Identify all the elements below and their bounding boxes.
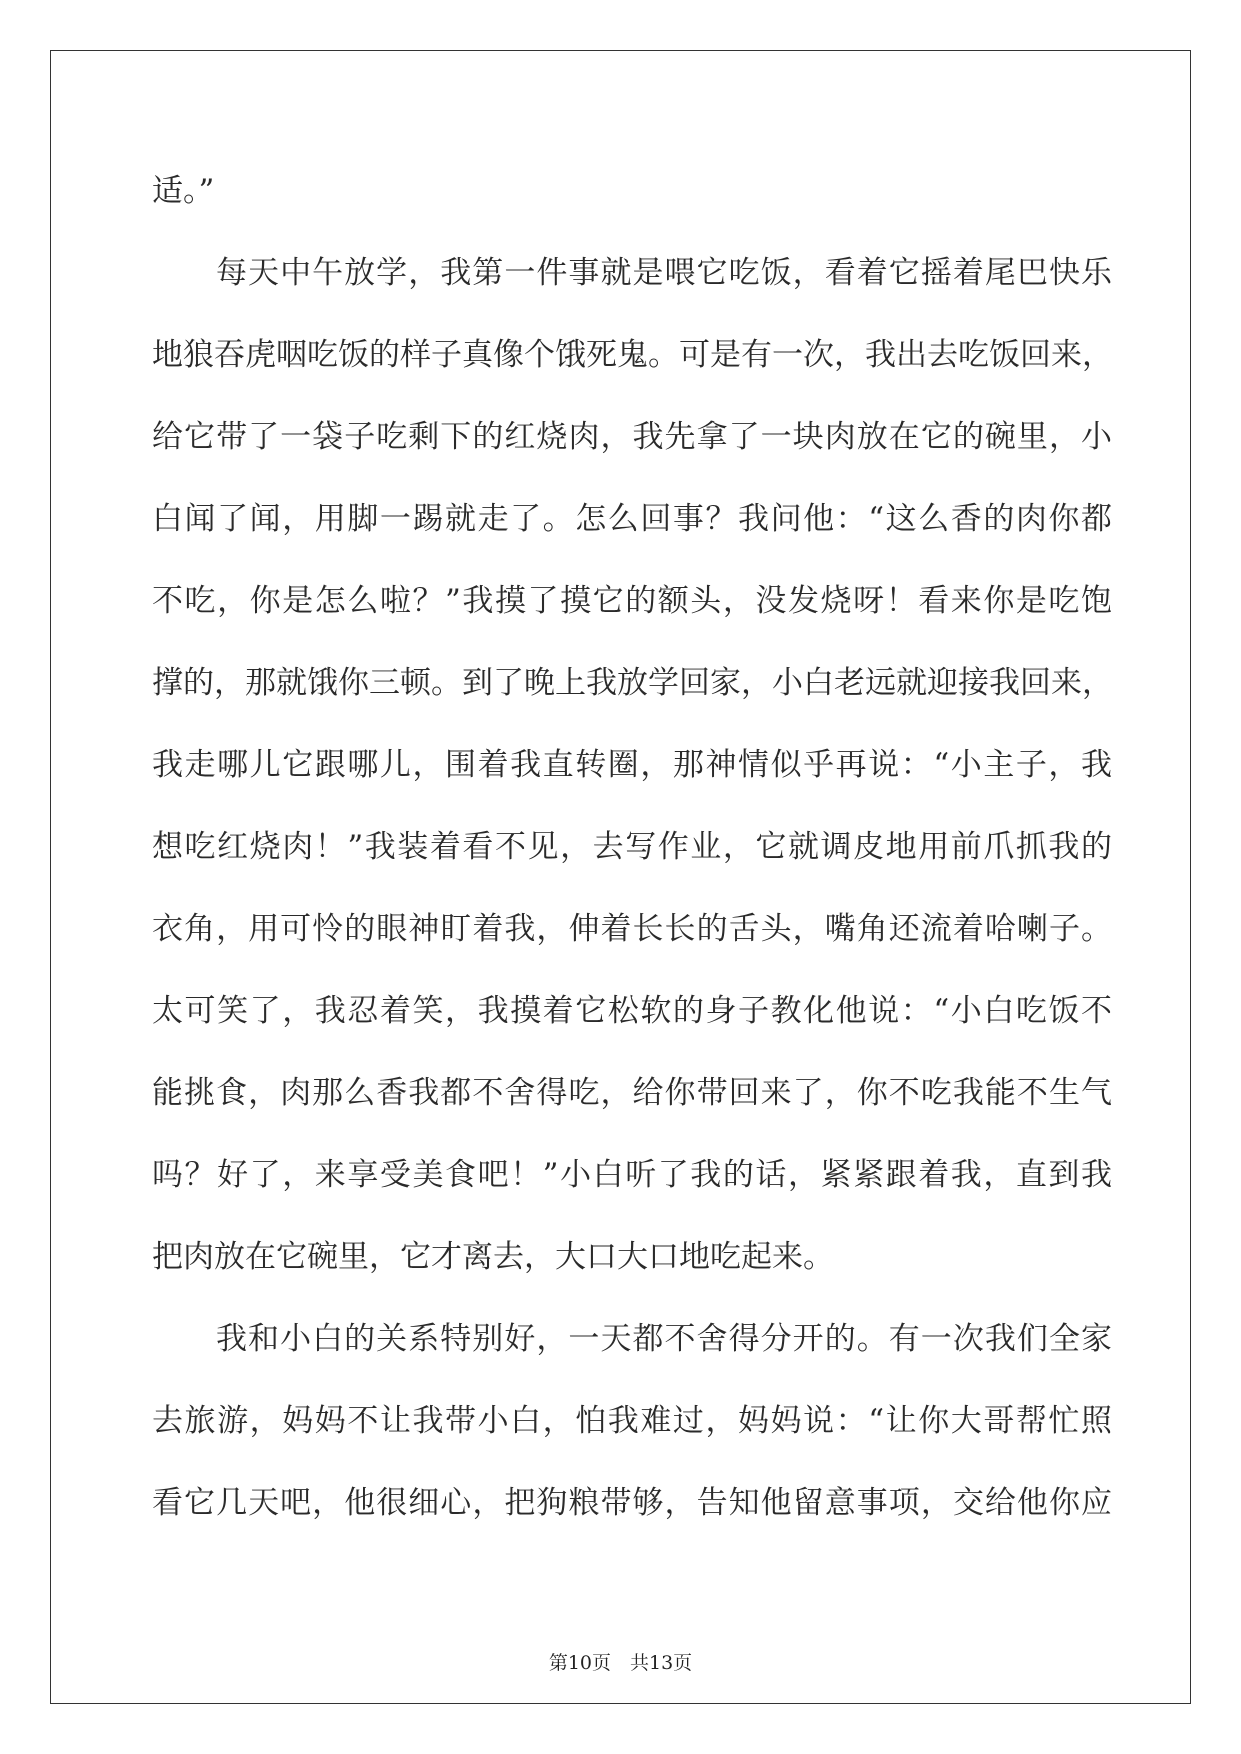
- text-line: 白闻了闻，用脚一踢就走了。怎么回事？我问他：“这么香的肉你都: [152, 501, 1112, 537]
- paragraph-first-line: 每天中午放学，我第一件事就是喂它吃饭，看着它摇着尾巴快乐: [216, 255, 1112, 291]
- document-body: [152, 150, 1112, 1544]
- text-line: 看它几天吧，他很细心，把狗粮带够，告知他留意事项，交给他你应: [152, 1485, 1112, 1521]
- page-number-footer: 第10页 共13页: [548, 1652, 693, 1674]
- text-line: 能挑食，肉那么香我都不舍得吃，给你带回来了，你不吃我能不生气: [152, 1075, 1112, 1111]
- text-line: 我走哪儿它跟哪儿，围着我直转圈，那神情似乎再说：“小主子，我: [152, 747, 1112, 783]
- text-line: 给它带了一袋子吃剩下的红烧肉，我先拿了一块肉放在它的碗里，小: [152, 419, 1112, 455]
- text-line: 适。”: [152, 173, 215, 209]
- paragraph-first-line: 我和小白的关系特别好，一天都不舍得分开的。有一次我们全家: [216, 1321, 1112, 1357]
- paragraph-last-line: 把肉放在它碗里，它才离去，大口大口地吃起来。: [152, 1239, 834, 1275]
- text-line: 去旅游，妈妈不让我带小白，怕我难过，妈妈说：“让你大哥帮忙照: [152, 1403, 1112, 1439]
- text-line: 地狼吞虎咽吃饭的样子真像个饿死鬼。可是有一次，我出去吃饭回来，: [152, 337, 1113, 373]
- text-line: 想吃红烧肉！”我装着看不见，去写作业，它就调皮地用前爪抓我的: [152, 829, 1112, 865]
- text-line: 撑的，那就饿你三顿。到了晚上我放学回家，小白老远就迎接我回来，: [152, 665, 1113, 701]
- text-line: 吗？好了，来享受美食吧！”小白听了我的话，紧紧跟着我，直到我: [152, 1157, 1112, 1193]
- text-line: 不吃，你是怎么啦？”我摸了摸它的额头，没发烧呀！看来你是吃饱: [152, 583, 1112, 619]
- text-line: 衣角，用可怜的眼神盯着我，伸着长长的舌头，嘴角还流着哈喇子。: [152, 911, 1112, 947]
- text-line: 太可笑了，我忍着笑，我摸着它松软的身子教化他说：“小白吃饭不: [152, 993, 1112, 1029]
